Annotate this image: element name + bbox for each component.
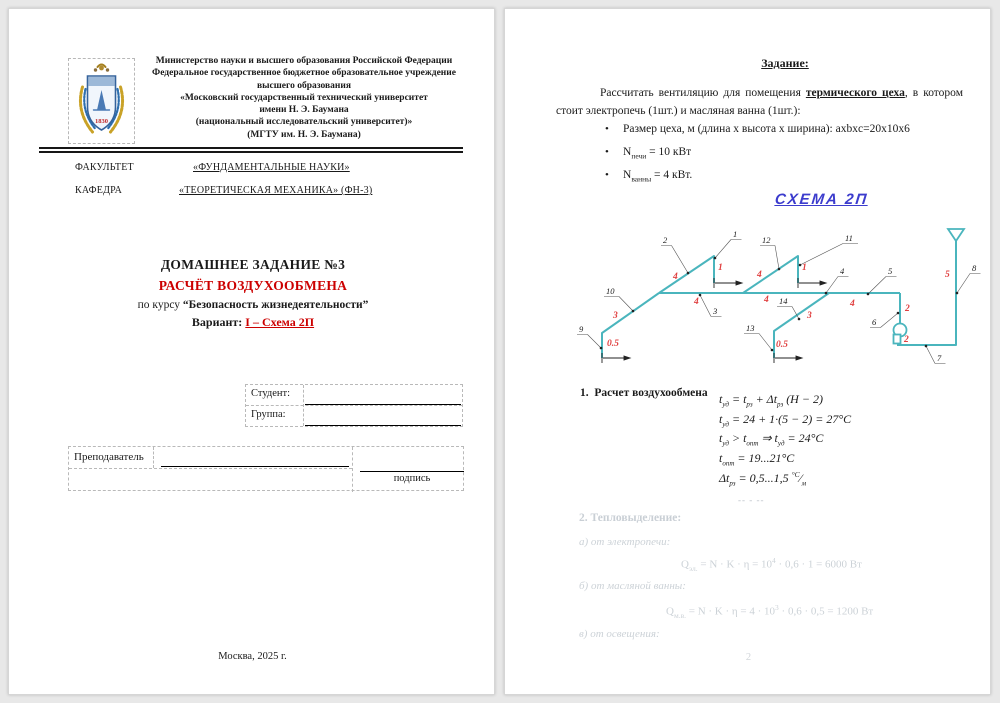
diagram-flow-label: 0.5 bbox=[607, 339, 619, 349]
diagram-flow-label: 2 bbox=[905, 304, 910, 314]
diagram-ref-label: 10 bbox=[606, 286, 615, 296]
bullet-icon: • bbox=[605, 146, 609, 158]
diagram-flow-label: 2 bbox=[904, 335, 909, 345]
bullet-icon: • bbox=[605, 123, 609, 135]
ministry-header-block bbox=[137, 55, 471, 141]
task-paragraph: Рассчитать вентиляцию для помещения термического цеха, в котором стоит электропечь (1шт.) и масляная ванна (1шт.): bbox=[556, 87, 963, 117]
diagram-leader-line bbox=[926, 346, 946, 364]
diagram-leader-line bbox=[700, 295, 722, 317]
teacher-signature-table bbox=[68, 446, 464, 491]
diagram-leader-line bbox=[957, 274, 981, 294]
diagram-leader-line bbox=[744, 334, 772, 351]
signature-field bbox=[360, 447, 464, 472]
course-line: по курсу “Безопасность жизнедеятельности” bbox=[137, 299, 369, 311]
table-gridline bbox=[69, 468, 352, 469]
diagram-leader-dot bbox=[600, 347, 603, 350]
diagram-flow-label: 4 bbox=[764, 295, 769, 305]
list-item: • Размер цеха, м (длина х высота х ширина): axbxc=20x10x6 bbox=[605, 123, 910, 135]
diagram-leader-line bbox=[604, 297, 633, 312]
formula: $t_{уд} > t_{опт}$ ⇒ $t_{уд} = 24^\circ C$ bbox=[719, 431, 824, 448]
diagram-ref-label: 13 bbox=[746, 323, 755, 333]
diagram-ref-label: 1 bbox=[733, 229, 738, 239]
variant-value: I – Схема 2П bbox=[245, 315, 315, 329]
diagram-flow-label: 4 bbox=[850, 299, 855, 309]
table-gridline bbox=[352, 447, 353, 492]
diagram-leader-dot bbox=[714, 257, 717, 260]
diagram-leader-dot bbox=[799, 264, 802, 267]
diagram-flow-label: 4 bbox=[694, 297, 699, 307]
faded-section-2-heading: 2. Тепловыделение: bbox=[579, 512, 682, 524]
assignment-title: ДОМАШНЕЕ ЗАДАНИЕ №3 bbox=[160, 257, 346, 272]
faded-formula-q2: $Q_{м.в.} = N \cdot K \cdot \eta = 4 \cdot 10^3 \cdot 0,6 \cdot 0,5 = 1200$ Вт bbox=[666, 603, 874, 620]
task-object-bold: термического цеха bbox=[805, 87, 905, 99]
diagram-leader-dot bbox=[699, 294, 702, 297]
formula: $\Delta t_{рз} = 0,5...1,5$ $^{^\circ C}⁄_м$ bbox=[719, 470, 807, 488]
diagram-flow-label: 1 bbox=[802, 263, 807, 273]
scheme-title: СХЕМА 2П bbox=[774, 191, 870, 208]
diagram-leader-dot bbox=[956, 292, 959, 295]
diagram-leader-line bbox=[868, 277, 897, 295]
air-grille-icons bbox=[602, 278, 826, 363]
diagram-leader-dot bbox=[897, 312, 900, 315]
diagram-ref-label: 2 bbox=[663, 235, 668, 245]
diagram-ref-label: 12 bbox=[762, 235, 771, 245]
formula: $t_{уд} = 24 + 1\cdot(5 - 2) = 27^\circ C$ bbox=[719, 411, 852, 428]
diagram-leader-dot bbox=[778, 268, 781, 271]
deflector-icon bbox=[948, 229, 964, 241]
diagram-leader-line bbox=[715, 240, 742, 259]
emblem-year-text: 1830 bbox=[95, 118, 108, 125]
double-rule-divider bbox=[39, 147, 463, 153]
diagram-flow-label: 5 bbox=[945, 270, 950, 280]
formula-block bbox=[719, 392, 851, 490]
formula: $t_{опт} = 19...21^\circ C$ bbox=[719, 450, 795, 467]
course-name: “Безопасность жизнедеятельности” bbox=[182, 299, 369, 311]
university-emblem-box bbox=[68, 58, 135, 144]
diagram-flow-label: 3 bbox=[613, 311, 618, 321]
header-line: Министерство науки и высшего образования Российской Федерации bbox=[155, 56, 453, 66]
diagram-leader-dot bbox=[632, 310, 635, 313]
header-line: (МГТУ им. Н. Э. Баумана) bbox=[247, 129, 361, 140]
assignment-subtitle: РАСЧЁТ ВОЗДУХООБМЕНА bbox=[158, 278, 348, 293]
diagram-ref-label: 7 bbox=[937, 353, 942, 363]
faded-formula-q1: $Q_{эл.} = N \cdot K \cdot \eta = 10^4 \cdot 0,6 \cdot 1 = 6000$ Вт bbox=[681, 556, 862, 573]
table-gridline bbox=[153, 447, 154, 468]
diagram-leader-dot bbox=[798, 318, 801, 321]
diagram-ref-label: 14 bbox=[779, 296, 788, 306]
formula: $t_{уд} = t_{рз} + \Delta t_{рз}$ (H − 2) bbox=[719, 392, 823, 409]
title-page bbox=[8, 8, 495, 695]
diagram-ref-label: 4 bbox=[840, 266, 845, 276]
student-label: Студент: bbox=[251, 388, 291, 399]
header-line: «Московский государственный технический университет bbox=[180, 92, 428, 103]
faculty-label: ФАКУЛЬТЕТ bbox=[75, 162, 134, 173]
diagram-leader-dot bbox=[771, 349, 774, 352]
group-field bbox=[305, 406, 461, 426]
diagram-flow-label: 3 bbox=[807, 311, 812, 321]
header-line: Федеральное государственное бюджетное образовательное учреждение bbox=[152, 68, 456, 79]
task-page bbox=[504, 8, 991, 695]
student-name-field bbox=[305, 385, 461, 405]
group-label: Группа: bbox=[251, 409, 286, 420]
student-info-table bbox=[245, 384, 463, 427]
faded-item-b: б) от масляной ванны: bbox=[579, 580, 686, 592]
diagram-flow-label: 4 bbox=[673, 272, 678, 282]
city-year-footer: Москва, 2025 г. bbox=[218, 651, 287, 662]
variant-line: Вариант: I – Схема 2П bbox=[191, 315, 315, 329]
ventilation-scheme-diagram bbox=[563, 221, 993, 393]
diagram-ref-label: 11 bbox=[845, 233, 853, 243]
faded-item-c: в) от освещения: bbox=[579, 628, 660, 640]
diagram-flow-label: 0.5 bbox=[776, 340, 788, 350]
list-item: • $N_{печи} = 10$ кВт bbox=[605, 146, 692, 161]
diagram-leader-line bbox=[661, 246, 688, 274]
faded-artifact: -- - -- bbox=[738, 495, 765, 505]
department-label: КАФЕДРА bbox=[75, 185, 122, 196]
list-item: • $N_{ванны} = 4$ кВт. bbox=[605, 169, 693, 184]
title-block bbox=[33, 257, 473, 330]
header-line: высшего образования bbox=[257, 80, 351, 91]
diagram-flow-label: 1 bbox=[718, 263, 723, 273]
faculty-value: «ФУНДАМЕНТАЛЬНЫЕ НАУКИ» bbox=[193, 162, 350, 173]
diagram-leader-line bbox=[826, 277, 849, 294]
diagram-leader-line bbox=[577, 335, 601, 349]
diagram-flow-label: 4 bbox=[757, 270, 762, 280]
diagram-leader-dot bbox=[825, 292, 828, 295]
diagram-ref-label: 3 bbox=[713, 306, 718, 316]
diagram-leader-dot bbox=[867, 293, 870, 296]
department-value: «ТЕОРЕТИЧЕСКАЯ МЕХАНИКА» (ФН-3) bbox=[179, 185, 373, 196]
diagram-ref-label: 9 bbox=[579, 324, 584, 334]
header-line: имени Н. Э. Баумана bbox=[259, 105, 349, 116]
university-emblem-icon bbox=[69, 59, 134, 143]
teacher-name-field bbox=[161, 447, 349, 467]
diagram-leader-dot bbox=[925, 345, 928, 348]
header-line: (национальный исследовательский университет)» bbox=[195, 117, 413, 128]
bullet-icon: • bbox=[605, 169, 609, 181]
diagram-ref-label: 5 bbox=[888, 266, 893, 276]
page-number: 2 bbox=[745, 652, 752, 663]
diagram-ref-label: 8 bbox=[972, 263, 977, 273]
faded-item-a: а) от электропечи: bbox=[579, 536, 671, 548]
diagram-leader-line bbox=[760, 246, 779, 270]
signature-caption: подпись bbox=[393, 473, 431, 484]
task-heading: Задание: bbox=[761, 56, 809, 70]
section-1-heading: 1. Расчет воздухообмена bbox=[580, 387, 708, 399]
diagram-ref-label: 6 bbox=[872, 317, 877, 327]
diagram-leader-dot bbox=[687, 272, 690, 275]
diagram-leader-line bbox=[800, 244, 858, 266]
teacher-label: Преподаватель bbox=[74, 451, 144, 463]
